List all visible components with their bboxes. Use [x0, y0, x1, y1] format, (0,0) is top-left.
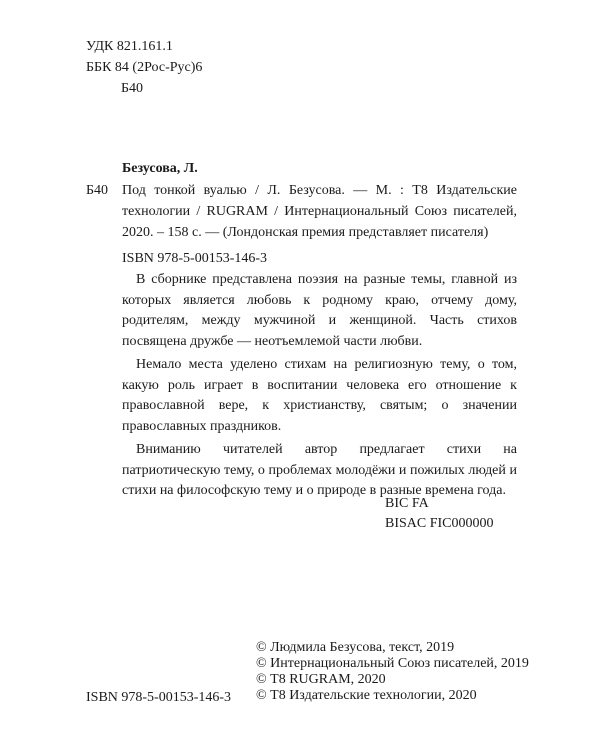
abstract-paragraph: Немало места уделено стихам на религиозную тему, о том, какую роль играет в воспитании человека его отношение к православной вере, к христианству, святым; о значении православных праздников. — [122, 357, 517, 434]
subject-codes — [385, 493, 494, 533]
abstract — [122, 270, 517, 505]
classification-block — [86, 36, 202, 99]
copyright-line: © Интернациональный Союз писателей, 2019 — [256, 656, 529, 671]
copyright-line: © Людмила Безусова, текст, 2019 — [256, 640, 455, 655]
copyright-line: © Т8 RUGRAM, 2020 — [256, 672, 386, 687]
bibliographic-description: Под тонкой вуалью / Л. Безусова. — М. : Т8 Издательские технологии / RUGRAM / Интернациональный Союз писателей, 2020. – 158 с. — (Лондонская премия представляет писателя) — [122, 183, 517, 240]
abstract-paragraph: Вниманию читателей автор предлагает стихи на патриотическую тему, о проблемах молодёжи и пожилых людей и стихи на философскую тему и о природе в разные времена года. — [122, 442, 517, 498]
copyright-list — [256, 640, 529, 704]
bic-code: BIC FA — [385, 496, 429, 511]
abstract-paragraph: В сборнике представлена поэзия на разные темы, главной из которых является любовь к родному краю, отчему дому, родителям, между мужчиной и женщиной. Часть стихов посвящена дружбе — неотъемлемой части любви. — [122, 272, 517, 349]
isbn-footer: ISBN 978-5-00153-146-3 — [86, 690, 232, 705]
udk-code: УДК 821.161.1 — [86, 39, 173, 54]
author-name: Безусова, Л. — [122, 161, 198, 176]
copyright-line: © Т8 Издательские технологии, 2020 — [256, 688, 477, 703]
isbn-record: ISBN 978-5-00153-146-3 — [122, 251, 268, 266]
bisac-code: BISAC FIC000000 — [385, 516, 494, 531]
author-mark: Б40 — [121, 81, 144, 96]
bbk-code: ББК 84 (2Рос-Рус)6 — [86, 60, 203, 75]
author-mark-code: Б40 — [86, 183, 109, 198]
